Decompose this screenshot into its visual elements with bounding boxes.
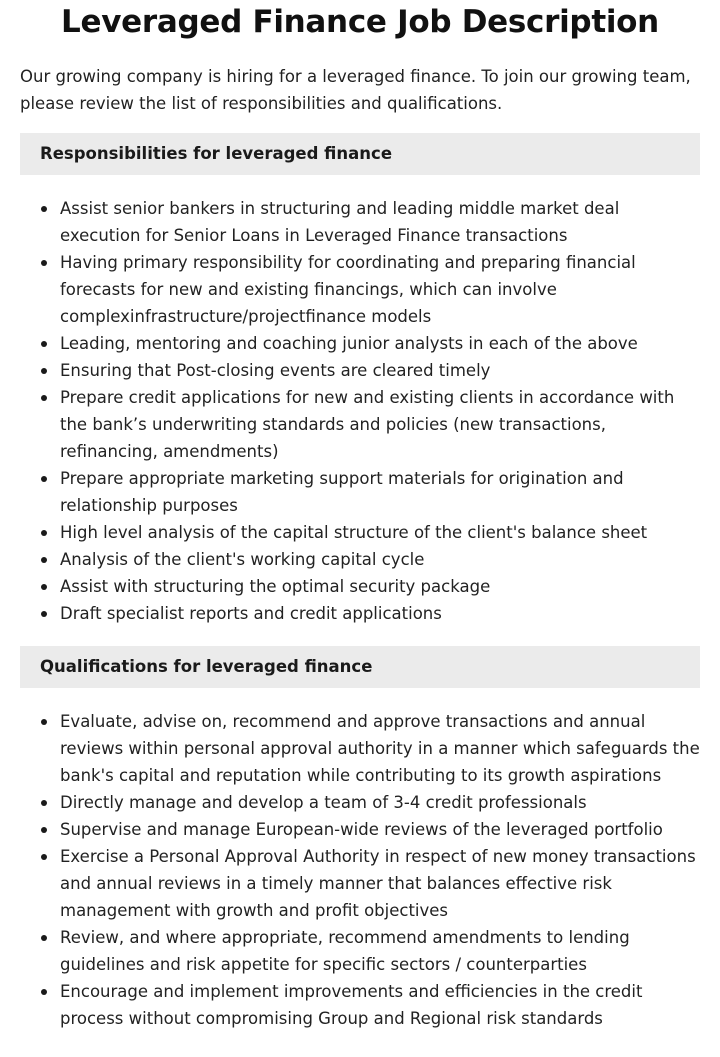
bullet-icon <box>41 476 47 482</box>
bullet-icon <box>41 935 47 941</box>
responsibilities-list <box>20 195 700 627</box>
bullet-icon <box>41 260 47 266</box>
list-item-text: Analysis of the client's working capital cycle <box>60 550 425 569</box>
list-item <box>60 924 700 978</box>
list-item-text: Evaluate, advise on, recommend and approve transactions and annual reviews within personal approval authority in a manner which safeguards the bank's capital and reputation while contributing to its growth aspirations <box>60 712 700 785</box>
list-item <box>60 978 700 1032</box>
list-item <box>60 465 700 519</box>
list-item <box>60 249 700 330</box>
responsibilities-heading: Responsibilities for leveraged finance <box>20 133 700 175</box>
bullet-icon <box>41 611 47 617</box>
list-item <box>60 816 700 843</box>
list-item-text: Draft specialist reports and credit applications <box>60 604 442 623</box>
list-item-text: Directly manage and develop a team of 3-4 credit professionals <box>60 793 587 812</box>
qualifications-list <box>20 708 700 1032</box>
list-item <box>60 546 700 573</box>
list-item-text: Encourage and implement improvements and efficiencies in the credit process without compromising Group and Regional risk standards <box>60 982 643 1028</box>
list-item <box>60 519 700 546</box>
list-item-text: Supervise and manage European-wide reviews of the leveraged portfolio <box>60 820 663 839</box>
bullet-icon <box>41 557 47 563</box>
list-item <box>60 708 700 789</box>
list-item <box>60 384 700 465</box>
list-item-text: Review, and where appropriate, recommend amendments to lending guidelines and risk appetite for specific sectors / counterparties <box>60 928 630 974</box>
qualifications-heading: Qualifications for leveraged finance <box>20 646 700 688</box>
bullet-icon <box>41 989 47 995</box>
list-item-text: Having primary responsibility for coordinating and preparing financial forecasts for new and existing financings, which can involve complexinfrastructure/projectfinance models <box>60 253 636 326</box>
list-item-text: Assist senior bankers in structuring and leading middle market deal execution for Senior Loans in Leveraged Finance transactions <box>60 199 620 245</box>
bullet-icon <box>41 800 47 806</box>
bullet-icon <box>41 584 47 590</box>
bullet-icon <box>41 719 47 725</box>
bullet-icon <box>41 368 47 374</box>
list-item <box>60 330 700 357</box>
list-item <box>60 843 700 924</box>
bullet-icon <box>41 854 47 860</box>
bullet-icon <box>41 530 47 536</box>
list-item <box>60 357 700 384</box>
bullet-icon <box>41 395 47 401</box>
list-item <box>60 789 700 816</box>
list-item-text: Exercise a Personal Approval Authority in respect of new money transactions and annual reviews in a timely manner that balances effective risk management with growth and profit objectives <box>60 847 696 920</box>
list-item <box>60 600 700 627</box>
list-item-text: Prepare appropriate marketing support materials for origination and relationship purposes <box>60 469 624 515</box>
list-item-text: Prepare credit applications for new and existing clients in accordance with the bank’s underwriting standards and policies (new transactions, refinancing, amendments) <box>60 388 675 461</box>
list-item-text: Leading, mentoring and coaching junior analysts in each of the above <box>60 334 638 353</box>
list-item-text: Assist with structuring the optimal security package <box>60 577 491 596</box>
list-item <box>60 195 700 249</box>
intro-paragraph: Our growing company is hiring for a leveraged finance. To join our growing team, please review the list of responsibilities and qualifications. <box>20 67 691 113</box>
bullet-icon <box>41 206 47 212</box>
list-item <box>60 573 700 600</box>
bullet-icon <box>41 827 47 833</box>
list-item-text: High level analysis of the capital structure of the client's balance sheet <box>60 523 648 542</box>
page-title: Leveraged Finance Job Description <box>61 4 659 40</box>
bullet-icon <box>41 341 47 347</box>
list-item-text: Ensuring that Post-closing events are cleared timely <box>60 361 491 380</box>
